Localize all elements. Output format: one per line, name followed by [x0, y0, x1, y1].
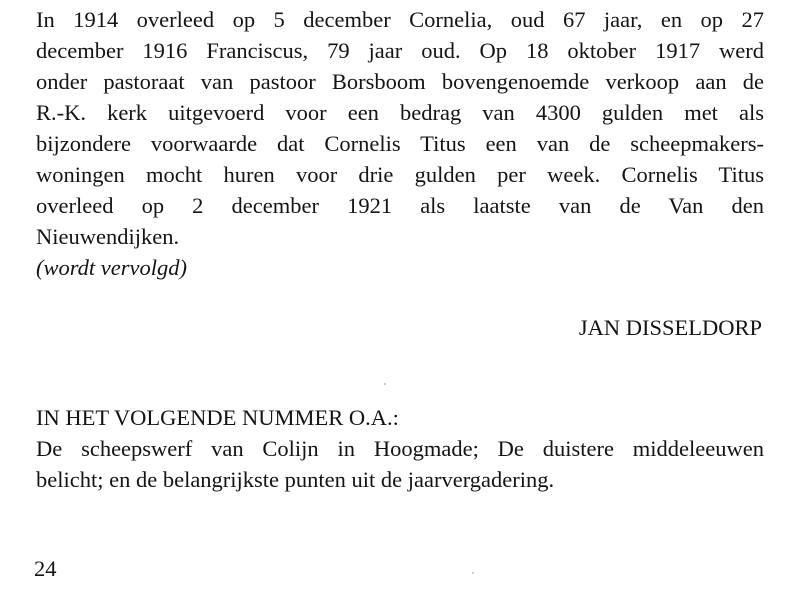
author-signature: JAN DISSELDORP	[578, 315, 762, 340]
scan-speck	[384, 383, 386, 385]
next-issue-heading: IN HET VOLGENDE NUMMER O.A.:	[36, 405, 399, 430]
next-issue-line: De scheepswerf van Colijn in Hoogmade; De duistere middeleeuwen	[36, 436, 764, 461]
body-line: R.-K. kerk uitgevoerd voor een bedrag van 4300 gulden met als	[36, 100, 764, 125]
next-issue-line: belicht; en de belangrijkste punten uit de jaarvergadering.	[36, 467, 555, 492]
scan-speck	[472, 572, 474, 574]
body-line: woningen mocht huren voor drie gulden per week. Cornelis Titus	[36, 162, 764, 187]
body-line: Nieuwendijken.	[36, 224, 180, 249]
body-line: In 1914 overleed op 5 december Cornelia, oud 67 jaar, en op 27	[36, 7, 764, 32]
body-line: onder pastoraat van pastoor Borsboom bovengenoemde verkoop aan de	[36, 69, 764, 94]
body-paragraph	[36, 4, 764, 252]
continued-note-text: (wordt vervolgd)	[36, 255, 188, 280]
page-number: 24	[34, 556, 57, 581]
body-line: bijzondere voorwaarde dat Cornelis Titus een van de scheepmakers-	[36, 131, 764, 156]
body-line: overleed op 2 december 1921 als laatste van de Van den	[36, 193, 764, 218]
next-issue-paragraph	[36, 433, 764, 495]
body-line: december 1916 Franciscus, 79 jaar oud. Op 18 oktober 1917 werd	[36, 38, 764, 63]
continued-note	[36, 252, 764, 283]
